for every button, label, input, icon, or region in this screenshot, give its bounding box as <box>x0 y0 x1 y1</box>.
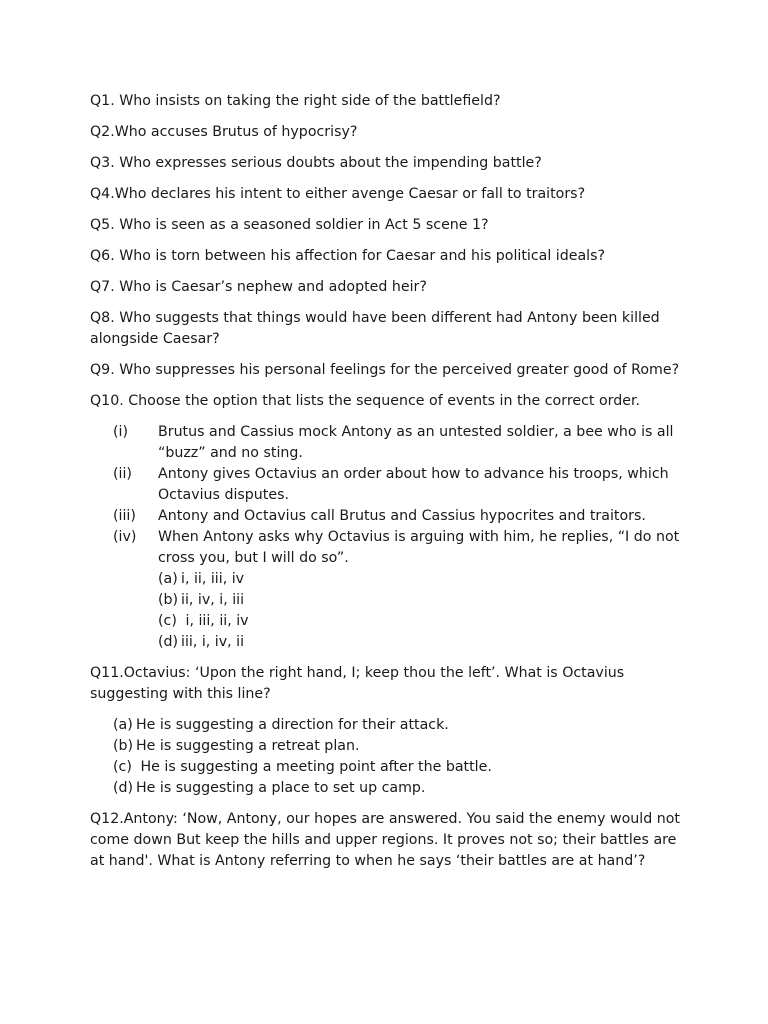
option-letter: (b) <box>113 738 134 754</box>
question-12: Q12.Antony: ‘Now, Antony, our hopes are answered. You said the enemy would not come down But keep the hills and upper regions. It proves not so; their battles are at hand'. What is Antony referring to when he says ‘their battles are at hand’? <box>90 811 680 869</box>
q10-event-item <box>90 506 690 527</box>
q10-event-item <box>90 464 690 506</box>
q11-option-c <box>113 757 690 778</box>
q10-option-c <box>158 611 690 632</box>
q11-option-b <box>113 736 690 757</box>
option-text: He is suggesting a retreat plan. <box>136 738 360 754</box>
q10-option-a <box>158 569 690 590</box>
q10-event-item <box>90 527 690 569</box>
option-text: ii, iv, i, iii <box>181 592 245 608</box>
option-text: He is suggesting a direction for their attack. <box>136 717 449 733</box>
question-11: Q11.Octavius: ‘Upon the right hand, I; keep thou the left’. What is Octavius suggesting with this line? <box>90 665 625 702</box>
option-text: i, ii, iii, iv <box>181 571 245 587</box>
question-1: Q1. Who insists on taking the right side of the battlefield? <box>90 93 501 109</box>
option-text: iii, i, iv, ii <box>181 634 245 650</box>
question-9: Q9. Who suppresses his personal feelings for the perceived greater good of Rome? <box>90 362 680 378</box>
event-number: (iv) <box>113 529 137 545</box>
question-5: Q5. Who is seen as a seasoned soldier in Act 5 scene 1? <box>90 217 489 233</box>
question-3: Q3. Who expresses serious doubts about the impending battle? <box>90 155 542 171</box>
q11-answer-options <box>90 715 690 799</box>
option-letter: (d) <box>113 780 134 796</box>
question-7: Q7. Who is Caesar’s nephew and adopted heir? <box>90 279 427 295</box>
q10-event-list <box>90 422 690 653</box>
event-number: (ii) <box>113 466 132 482</box>
event-number: (i) <box>113 424 129 440</box>
q10-answer-options <box>90 569 690 653</box>
option-letter: (c) <box>158 613 177 629</box>
event-number: (iii) <box>113 508 136 524</box>
question-6: Q6. Who is torn between his affection for Caesar and his political ideals? <box>90 248 606 264</box>
event-text: Antony gives Octavius an order about how to advance his troops, which Octavius disputes. <box>158 466 669 503</box>
option-letter: (d) <box>158 634 179 650</box>
document-page <box>90 91 690 882</box>
option-letter: (a) <box>158 571 178 587</box>
event-text: When Antony asks why Octavius is arguing with him, he replies, “I do not cross you, but I will do so”. <box>158 529 680 566</box>
event-text: Antony and Octavius call Brutus and Cassius hypocrites and traitors. <box>158 508 646 524</box>
q10-option-d <box>158 632 690 653</box>
q11-option-d <box>113 778 690 799</box>
question-8: Q8. Who suggests that things would have been different had Antony been killed alongside Caesar? <box>90 310 660 347</box>
option-text: i, iii, ii, iv <box>181 613 249 629</box>
option-text: He is suggesting a meeting point after the battle. <box>136 759 492 775</box>
q11-option-a <box>113 715 690 736</box>
q10-option-b <box>158 590 690 611</box>
q10-event-item <box>90 422 690 464</box>
option-letter: (b) <box>158 592 179 608</box>
event-text: Brutus and Cassius mock Antony as an untested soldier, a bee who is all “buzz” and no sting. <box>158 424 674 461</box>
option-text: He is suggesting a place to set up camp. <box>136 780 426 796</box>
question-2: Q2.Who accuses Brutus of hypocrisy? <box>90 124 358 140</box>
option-letter: (c) <box>113 759 132 775</box>
question-10: Q10. Choose the option that lists the sequence of events in the correct order. <box>90 393 640 409</box>
question-4: Q4.Who declares his intent to either avenge Caesar or fall to traitors? <box>90 186 586 202</box>
option-letter: (a) <box>113 717 133 733</box>
